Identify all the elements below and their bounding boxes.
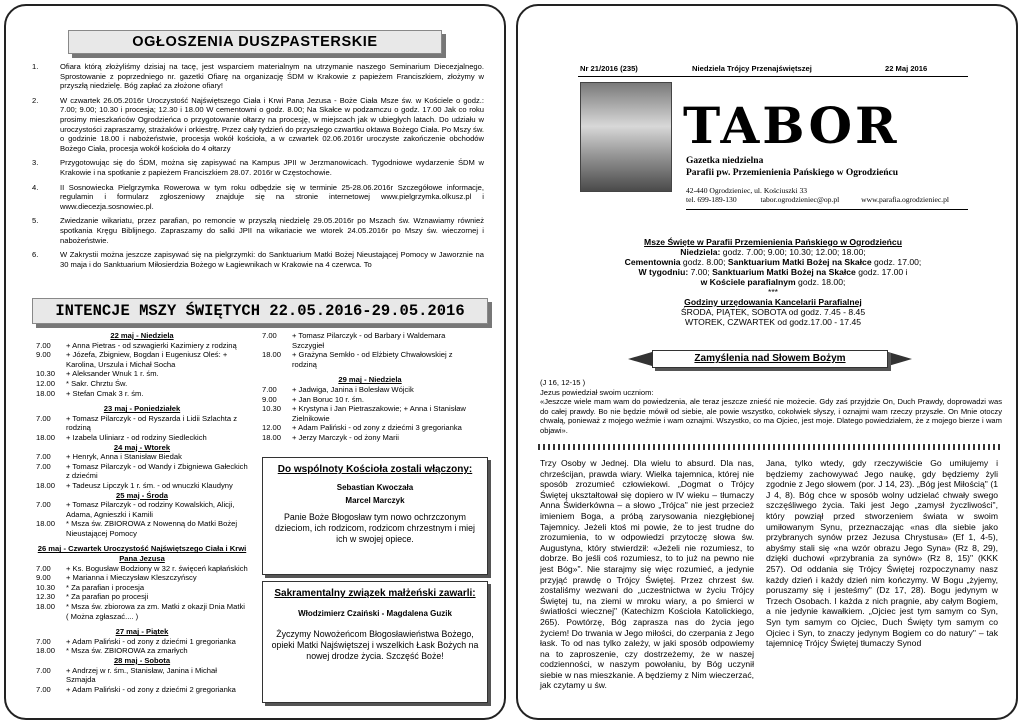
left-page	[4, 4, 506, 720]
feast-name: Niedziela Trójcy Przenajświętszej	[692, 64, 812, 73]
intention-text: + Krystyna i Jan Pietraszakowie; + Anna i Stanisław Zielnikowie	[292, 404, 466, 423]
intention-text: + Tadeusz Lipczyk 1 r. śm. - od wnuczki Klaudyny	[66, 480, 233, 490]
intention-text: + Adam Paliński - od zony z dziećmi 2 gregorianka	[66, 684, 236, 694]
schedule-title: Msze Święte w Parafii Przemienienia Pańskiego w Ogrodzieńcu	[644, 237, 902, 247]
announcement-number: 6.	[32, 250, 39, 260]
mass-time: 7.00	[36, 636, 51, 646]
intention-text: * Za parafian po procesji	[66, 592, 149, 602]
intention-row	[36, 414, 248, 433]
address-divider	[686, 209, 968, 210]
intention-text: + Andrzej w r. śm., Stanisław, Janina i Michał Szmajda	[66, 665, 217, 685]
mass-time: 9.00	[262, 394, 277, 404]
address: 42-440 Ogrodzieniec, ul. Kościuszki 33	[686, 186, 808, 195]
day-heading: 26 maj - Czwartek Uroczystość Najświętszego Ciała i Krwi Pana Jezusa	[37, 544, 247, 564]
intention-text: * Msza św. ZBIOROWA z Nowenną do Matki Bożej Nieustającej Pomocy	[66, 519, 238, 538]
day-heading: 23 maj - Poniedziałek	[103, 404, 181, 414]
parish-name: Parafii pw. Przemienienia Pańskiego w Ogrodzieńcu	[686, 168, 898, 178]
day-heading: 25 maj - Środa	[116, 490, 168, 500]
dashed-divider	[538, 444, 1002, 450]
intention-row	[36, 452, 248, 462]
intention-row	[36, 637, 248, 647]
sacrament-title: Sakramentalny związek małżeński zawarli:	[274, 588, 476, 599]
sacrament-names: Włodzimierz Czaiński - Magdalena Guzik	[298, 609, 452, 618]
intention-text: + Jadwiga, Janina i Bolesław Wójcik	[292, 384, 414, 394]
intentions-banner: INTENCJE MSZY ŚWIĘTYCH 22.05.2016-29.05.2016	[32, 298, 488, 324]
announcement-text: II Sosnowiecka Pielgrzymka Rowerowa w tym roku odbędzie się w terminie 25-28.06.2016r Szczegółowe informacje, regulamin i formularz zgłoszeniowy znajduje się na stronie internetowej www.pielgrzymka.olkusz.pl i www.diecezja.sosnowiec.pl.	[60, 182, 484, 211]
gospel-reading	[540, 378, 1002, 436]
contact-info	[686, 186, 949, 205]
issue-header	[580, 64, 966, 80]
intentions-column-left	[36, 331, 248, 694]
intention-text: + Adam Paliński - od zony z dziećmi 3 gregorianka	[292, 423, 462, 433]
intention-text: + Anna Pietras - od szwagierki Kazimiery z rodziną	[66, 340, 237, 350]
intention-row	[36, 519, 248, 538]
intention-row	[36, 646, 248, 656]
announcement-item	[32, 62, 484, 91]
gospel-reference: (J 16, 12-15 )	[540, 378, 586, 387]
announcement-text: Ofiara którą złożyliśmy dzisiaj na tacę, jest wsparciem materialnym na utrzymanie naszego Seminarium Diecezjalnego. Sprostowanie z poprzedniego nr. gazetki Ofiarę na organizację ŚDM w Krakowie z papieżem Franciszkiem, złożymy w przyszłą niedzielę. Bóg zapłać za złożone ofiary!	[60, 62, 484, 91]
intention-row	[36, 433, 248, 443]
gospel-text: «Jeszcze wiele mam wam do powiedzenia, ale teraz jeszcze znieść nie możecie. Gdy zaś przyjdzie On, Duch Prawdy, doprowadzi was do całej prawdy. Bo nie będzie mówił od siebie, ale powie wszystko, cokolwiek słyszy, i oznajmi wam rzeczy przyszłe. On Mnie otoczy chwałą, ponieważ z mojego weźmie i wam oznajmi. Wszystko, co ma Ojciec, jest moje. Dlatego powiedziałem, że z mojego bierze i wam objawi».	[540, 397, 1002, 435]
gospel-intro: Jezus powiedział swoim uczniom:	[540, 387, 654, 397]
reflection-column-left: Trzy Osoby w Jednej. Dla wielu to absurd. Dla nas, chrześcijan, prawda wiary. Wielka tajemnica, której nie sposób zrozumieć człowiekowi. „Dogmat o Trójcy Świętej ukształtował się dopiero w IV wieku – tłumaczy Anna Świderkówna – a słowo „Trójca" nie jest przecież imieniem Boga, a próbą zarysowania niezgłębionej Tajemnicy. Jeżeli ktoś mi powie, że to jest trudne do zrozumienia, to w odpowiedzi przytoczę słowa św. Augustyna, który stwierdził: «Jeżeli nie rozumiesz, to dobrze. Bo jeśli coś rozumiesz, to to już na pewno nie jest Bóg»". Nie starajmy się więc rozumieć, a jedynie przyjąć prawdę o Trójcy Świętej. Przez chrzest św. zostaliśmy wezwani do „uczestnictwa w życiu Trójcy Świętej tu, na ziemi w mroku wiary, a po śmierci w światłości wiecznej" (Katechizm Kościoła Katolickiego, 265). Powtórzę, Bóg zaprasza nas do życia jego życiem! Do trwania w Jego miłości, do czerpania z Jego łask. To od nas tylko zależy, w jaki sposób odpowiemy na to zaproszenie, czy dostrzeżemy, że w naszej codzienności, w naszym powołaniu, by Bóg uczynił siebie w nas mieszkanie. A będziemy z Nim wieczerzać, jak czytamy u św.	[540, 458, 754, 691]
intention-row	[36, 666, 248, 685]
intentions-column-right	[262, 331, 478, 443]
intention-text: * Msza św. zbiorowa za zm. Matki z okazji Dnia Matki ( Można zgłaszać.... )	[66, 602, 245, 621]
intention-row	[36, 350, 248, 369]
community-name: Sebastian Kwoczała	[336, 483, 414, 492]
newsletter-title: TABOR	[683, 96, 900, 155]
intention-row	[36, 379, 248, 389]
announcement-number: 4.	[32, 182, 39, 192]
intention-row	[36, 583, 248, 593]
mass-time: 7.00	[262, 384, 277, 394]
intention-text: + Aleksander Wnuk 1 r. śm.	[66, 369, 159, 379]
intention-row	[36, 481, 248, 491]
intention-row	[36, 602, 248, 621]
day-heading: 24 maj - Wtorek	[113, 442, 171, 452]
mass-time: 7.00	[36, 413, 51, 423]
announcement-item	[32, 96, 484, 154]
mass-time: 7.00	[262, 331, 277, 340]
phone: tel. 699-189-130	[686, 195, 737, 205]
announcement-item	[32, 250, 484, 269]
intention-row	[262, 395, 478, 405]
intention-text: + Jan Boruc 10 r. śm.	[292, 394, 364, 404]
mass-time: 12.00	[262, 423, 282, 433]
newsletter-subtitle: Gazetka niedzielna	[686, 156, 764, 166]
announcements-banner: OGŁOSZENIA DUSZPASTERSKIE	[68, 30, 442, 54]
mass-schedule	[600, 237, 946, 327]
reflection-column-right: Jana, tylko wtedy, gdy rzeczywiście Go umiłujemy i będziemy zachowywać Jego naukę, gdy będziemy żyli zgodnie z Jego słowem (por. J 14, 23). „Bóg jest Miłością" (1 J 4, 8). Bóg chce w sposób wolny udzielać chwały swego szczęśliwego życia. Taki jest Jego „zamysł życzliwości", który powziął przed stworzeniem świata w swoim umiłowanym Synu, przeznaczając «nas dla siebie jako przybranych synów przez Jezusa Chrystusa» (Ef 1, 4-5), abyśmy stali się «na wzór obrazu Jego Syna» (Rz 8, 29), dzięki duchowi «przybrania za synów» (Rz 8, 15)" (KKK 257). Od oddania się Trójcy Świętej rozpoczynamy nasz każdy dzień i każdy dzień nim kończymy. W Bogu „żyjemy, poruszamy się i jesteśmy" (Dz 17, 28). Bogu jedynym w Trzech Osobach. I każda z nich pragnie, aby całym Bogiem, a nie jedynie kawałkiem. „Ojciec jest tym samym co Syn, Syn tym samym co Ojciec, Duch Święty tym samym co Ojciec i Syn, to znaczy jedynym Bogiem co do natury" – tak tajemnicę Trójcy Świętej tłumaczy Synod	[766, 458, 998, 649]
sacrament-text: Życzymy Nowożeńcom Błogosławieństwa Bożego, opieki Matki Najświętszej i wszelkich Łask Bożych na nowej drodze życia. Szczęść Boże!	[271, 629, 479, 661]
mass-time: 7.00	[36, 500, 51, 510]
sacrament-box	[262, 581, 488, 703]
website[interactable]: www.parafia.ogrodzieniec.pl	[861, 195, 949, 205]
intention-text: * Za parafian i procesja	[66, 582, 145, 592]
intention-row	[262, 423, 478, 433]
intention-row	[36, 564, 248, 574]
announcements-list	[32, 62, 484, 274]
schedule-line: Niedziela: godz. 7.00; 9.00; 10.30; 12.00; 18.00;	[680, 247, 866, 257]
day-heading: 28 maj - Sobota	[113, 656, 171, 665]
intention-row	[36, 462, 248, 481]
intention-text: + Tomasz Pilarczyk - od Wandy i Zbigniewa Gałeckich z dziećmi	[66, 461, 248, 481]
right-page	[516, 4, 1018, 720]
mass-time: 10.30	[262, 404, 282, 414]
schedule-line: Cementownia godz. 8.00; Sanktuarium Matki Bożej na Skałce godz. 17.00;	[624, 257, 922, 267]
mass-time: 7.00	[36, 563, 51, 573]
mass-time: 18.00	[36, 388, 56, 398]
mass-time: 12.00	[36, 378, 56, 388]
header-divider	[578, 76, 968, 77]
announcement-number: 5.	[32, 216, 39, 226]
mass-time: 18.00	[36, 602, 56, 612]
mass-time: 7.00	[36, 461, 51, 471]
intention-row	[262, 331, 478, 350]
day-heading: 29 maj - Niedziela	[338, 375, 402, 385]
mass-time: 10.30	[36, 582, 56, 592]
announcement-number: 3.	[32, 158, 39, 168]
community-box	[262, 457, 488, 575]
intention-text: + Izabela Uliniarz - od rodziny Siedleckich	[66, 432, 207, 442]
announcement-text: W Zakrystii można jeszcze zapisywać się na pielgrzymki: do Sanktuarium Matki Bożej Nieustającej Pomocy w Jaworznie na 30 maja i do Sanktuarium Miłosierdzia Bożego w Łagiewnikach w Krakowie na 4 czerwca. To	[60, 250, 484, 269]
mass-time: 18.00	[262, 350, 282, 360]
community-text: Panie Boże Błogosław tym nowo ochrzczonym dzieciom, ich rodzicom, rodzicom chrzestnym i miej ich w swojej opiece.	[275, 512, 475, 544]
intention-row	[36, 592, 248, 602]
announcement-item	[32, 216, 484, 245]
intention-row	[36, 369, 248, 379]
intention-text: + Tomasz Pilarczyk - od Ryszarda i Lidii Szlachta z rodziną	[66, 413, 237, 433]
mass-time: 7.00	[36, 684, 51, 694]
intention-text: * Sakr. Chrztu Św.	[66, 378, 128, 388]
announcement-text: W czwartek 26.05.2016r Uroczystość Najświętszego Ciała i Krwi Pana Jezusa - Boże Ciała Msze św. w Kościele o godz.: 7.00; 9.00; 10.30 i procesja; 12.30 i 18.00 W cementowni o godz. 8.00; Na Skałce w podzamczu o godz. 17.00 Jak co roku prosimy mieszkańców Ogrodzieńca o przygotowanie ołtarzy na procesję, w miejscach jak w ubiegłych latach. Do udziału w uroczystości zapraszamy, strażaków i orkiestrę. Przez cały tydzień do przyszłego czwartku oktawa Bożego Ciała. Po Mszy św. o godzinie 18.00 i nabożeństwie, procesja wokół kościoła, a w czwartek 02.06.2016r uroczyste zakończenie obchodów Bożego Ciała, procesja wokół kościoła do 4 ołtarzy	[60, 95, 484, 153]
intention-row	[36, 341, 248, 351]
mass-time: 18.00	[36, 432, 56, 442]
intention-text: + Henryk, Anna i Stanisław Biedak	[66, 452, 182, 462]
intention-row	[36, 573, 248, 583]
schedule-stars: ***	[767, 287, 779, 297]
intention-text: * Msza św. ZBIOROWA za zmarłych	[66, 646, 188, 656]
intention-text: + Ks. Bogusław Bodziony w 32 r. święceń kapłańskich	[66, 563, 248, 573]
announcement-number: 1.	[32, 62, 39, 71]
mass-time: 9.00	[36, 573, 51, 583]
intention-row	[262, 385, 478, 395]
intention-text: + Grażyna Semkło - od Elżbiety Chwałowskiej z rodziną	[292, 350, 453, 369]
issue-number: Nr 21/2016 (235)	[580, 64, 638, 73]
intention-row	[36, 685, 248, 695]
mass-time: 10.30	[36, 369, 56, 379]
mass-time: 18.00	[36, 480, 56, 490]
intention-text: + Jerzy Marczyk - od żony Marii	[292, 432, 399, 442]
announcement-item	[32, 158, 484, 177]
community-name: Marcel Marczyk	[345, 496, 405, 505]
intention-text: + Marianna i Mieczysław Kleszczyńscy	[66, 573, 197, 583]
mass-time: 12.30	[36, 592, 56, 602]
mass-time: 18.00	[36, 519, 56, 529]
intention-text: + Stefan Cmak 3 r. śm.	[66, 388, 144, 398]
mass-time: 9.00	[36, 350, 51, 360]
mass-time: 18.00	[262, 432, 282, 442]
schedule-line: w Kościele parafialnym godz. 18.00;	[700, 277, 846, 287]
office-hours: ŚRODA, PIĄTEK, SOBOTA od godz. 7.45 - 8.45	[680, 307, 866, 317]
office-title: Godziny urzędowania Kancelarii Parafialnej	[684, 297, 862, 307]
ribbon-right	[888, 352, 912, 366]
intention-row	[262, 350, 478, 369]
transfiguration-image	[580, 82, 672, 192]
announcement-text: Zwiedzanie wikariatu, przez parafian, po remoncie w przyszłą niedzielę 29.05.2016r po Mszach św. Wznawiamy również spotkania Kręgu Biblijnego. Zapraszamy do salki JPII na wikariacie we wtorek 24.05.2016r po Mszy św. wieczornej i nabożeństwie.	[60, 216, 484, 245]
intention-text: + Józefa, Zbigniew, Bogdan i Eugeniusz Oleś: + Karolina, Urszula i Michał Socha	[66, 350, 228, 369]
community-title: Do wspólnoty Kościoła zostali włączony:	[277, 464, 473, 475]
mass-time: 7.00	[36, 452, 51, 462]
intention-row	[262, 404, 478, 423]
announcement-text: Przygotowując się do ŚDM, można się zapisywać na Kampus JPII w Jerzmanowicach. Tygodniowe wydarzenie ŚDM w Krakowie i na spotkanie z papieżem Franciszkiem 28.07. 2016r w Częstochowie.	[60, 158, 484, 177]
intention-text: + Tomasz Pilarczyk - od Barbary i Waldemara Szczygieł	[292, 331, 446, 350]
mass-time: 7.00	[36, 340, 51, 350]
email[interactable]: tabor.ogrodzieniec@op.pl	[760, 195, 840, 205]
day-heading: 27 maj - Piątek	[115, 627, 169, 637]
intention-row	[262, 433, 478, 443]
intention-row	[36, 500, 248, 519]
intention-text: + Tomasz Pilarczyk - od rodziny Kowalskich, Alicji, Adama, Agnieszki i Kamili	[66, 500, 235, 519]
announcement-item	[32, 183, 484, 212]
ribbon-left	[628, 352, 652, 366]
reflection-banner: Zamyślenia nad Słowem Bożym	[652, 350, 888, 368]
office-hours: WTOREK, CZWARTEK od godz.17.00 - 17.45	[684, 317, 862, 327]
mass-time: 18.00	[36, 646, 56, 656]
schedule-line: W tygodniu: 7.00; Sanktuarium Matki Bożej na Skałce godz. 17.00 i	[638, 267, 908, 277]
intention-row	[36, 389, 248, 399]
intention-text: + Adam Paliński - od zony z dziećmi 1 gregorianka	[66, 636, 236, 646]
mass-time: 7.00	[36, 665, 51, 675]
day-heading: 22 maj - Niedziela	[110, 331, 174, 340]
announcement-number: 2.	[32, 95, 39, 105]
issue-date: 22 Maj 2016	[885, 64, 928, 73]
